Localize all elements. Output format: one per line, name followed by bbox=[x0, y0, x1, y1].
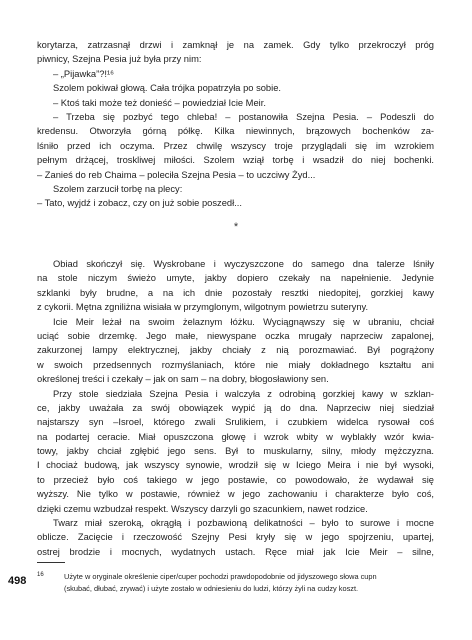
page-number: 498 bbox=[8, 575, 27, 587]
footnote-line: Użyte w oryginale określenie ciper/cuper pochodzi prawdopodobnie od jidyszowego słowa cupn bbox=[64, 572, 377, 581]
text-line: dzięki czemu wzbudzał respekt. Wszyscy darzyli go szacunkiem, nawet rodzice. bbox=[37, 503, 368, 514]
text-line: Twarz miał szeroką, okrągłą i pozbawioną delikatności – było to surowe i mocne bbox=[53, 518, 434, 529]
text-line: w swoich przedsennych rozmyślaniach, które nie miały dokładnego kształtu ani bbox=[37, 359, 434, 370]
text-line: Icie Meir leżał na swoim żelaznym łóżku. Wyciągnąwszy się w ubraniu, chciał bbox=[53, 316, 434, 327]
text-line: na stole niczym świeżo umyte, jakby dopiero czekały na napełnienie. Jedynie bbox=[37, 273, 434, 284]
text-line: ostrej brodzie i mocnych, wydatnych ustach. Ręce miał jak Icie Meir – silne, bbox=[37, 546, 434, 557]
text-line: – Tato, wyjdź i zobacz, czy on już sobie poszedł... bbox=[37, 198, 242, 209]
text-line: Szolem zarzucił torbę na plecy: bbox=[53, 183, 183, 194]
text-line: to przecież było coś takiego w jego postawie, co powodowało, że wydawał się bbox=[37, 474, 434, 485]
text-line: ce, jakby uważała za swój obowiązek wypić ją do dna. Naprzeciw niej siedział bbox=[37, 402, 434, 413]
text-line: uciąć sobie drzemkę. Jego małe, niewyspane oczka mrugały naprzeciw zapalonej, bbox=[37, 330, 434, 341]
footnote-number: 16 bbox=[37, 572, 44, 578]
text-line: korytarza, zatrzasnął drzwi i zamknął je na zamek. Gdy tylko przekroczył próg bbox=[37, 40, 434, 50]
text-line: Obiad skończył się. Wyskrobane i wyczyszczone do samego dna talerze lśniły bbox=[53, 259, 434, 269]
text-line: – „Pijawka”?!¹⁶ bbox=[53, 68, 114, 79]
text-block-bottom bbox=[37, 257, 434, 559]
text-line: piwnicy, Szejna Pesia już była przy nim: bbox=[37, 54, 202, 65]
text-line: Szolem pokiwał głową. Cała trójka popatrzyła po sobie. bbox=[53, 83, 282, 94]
footnote-line: (skubać, dłubać, zrywać) i użyte zostało w odniesieniu do ludzi, którzy żyli na cudzy koszt. bbox=[64, 583, 359, 593]
text-line: zakurzonej lampy elektrycznej, jakby chciały z nią porozmawiać. Był pogrążony bbox=[37, 345, 434, 356]
text-line: wyższy. Nie tylko w postawie, również w jego zachowaniu i charakterze było coś, bbox=[37, 489, 434, 500]
footnote bbox=[64, 571, 438, 594]
text-line: szklanki były brudne, a na ich dnie pozostały resztki niedopitej, gorzkiej kawy bbox=[37, 287, 434, 298]
text-block-top bbox=[37, 38, 434, 211]
text-line: towy, jakby chciał zgłębić jego sens. Był to muskularny, silny, młody mężczyzna. bbox=[37, 446, 434, 457]
footnote-rule bbox=[37, 562, 65, 563]
text-line: – Zanieś do reb Chaima – poleciła Szejna Pesia – to uczciwy Żyd... bbox=[37, 169, 316, 180]
text-line: – Trzeba się pozbyć tego chleba! – postanowiła Szejna Pesia. – Podeszli do bbox=[53, 111, 434, 122]
text-line: – Ktoś taki może też donieść – powiedział Icie Meir. bbox=[53, 97, 266, 108]
text-line: Przy stole siedziała Szejna Pesia i walczyła z odrobiną gorzkiej kawy w szklan- bbox=[53, 388, 434, 399]
text-line: lśniło przed ich oczyma. Przez chwilę wszyscy troje przyglądali się im wzrokiem bbox=[37, 140, 434, 151]
text-line: określonej treści i czekały – jak on sam – na dobry, błogosławiony sen. bbox=[37, 374, 329, 385]
text-line: pełnym drżącej, troskliwej miłości. Szolem wziął torbę i wsadził do niej bochenki. bbox=[37, 155, 434, 166]
text-line: oblicze. Zacięcie i rzeczowość Szejny Pesi kryły się w jego spojrzeniu, upartej, bbox=[37, 532, 434, 543]
text-line: I chociaż budową, jak wszyscy synowie, wrodził się w Iciego Meira i nie był wysoki, bbox=[37, 460, 434, 471]
text-line: kredensu. Otworzyła górną półkę. Kilka niewinnych, brązowych bochenków za- bbox=[37, 126, 434, 137]
text-line: z cykorii. Mętna zgniliżna wisiała w przymglonym, wilgotnym powietrzu suteryny. bbox=[37, 302, 369, 313]
text-line: na podartej ceracie. Miał opuszczona głowę i wzrok wbity w wyblakły wzór kwia- bbox=[37, 431, 434, 442]
text-line: najstarszy syn –Isroel, którego zwali Srulikiem, i czubkiem widelca rysował coś bbox=[37, 417, 434, 428]
section-divider: * bbox=[233, 221, 239, 233]
